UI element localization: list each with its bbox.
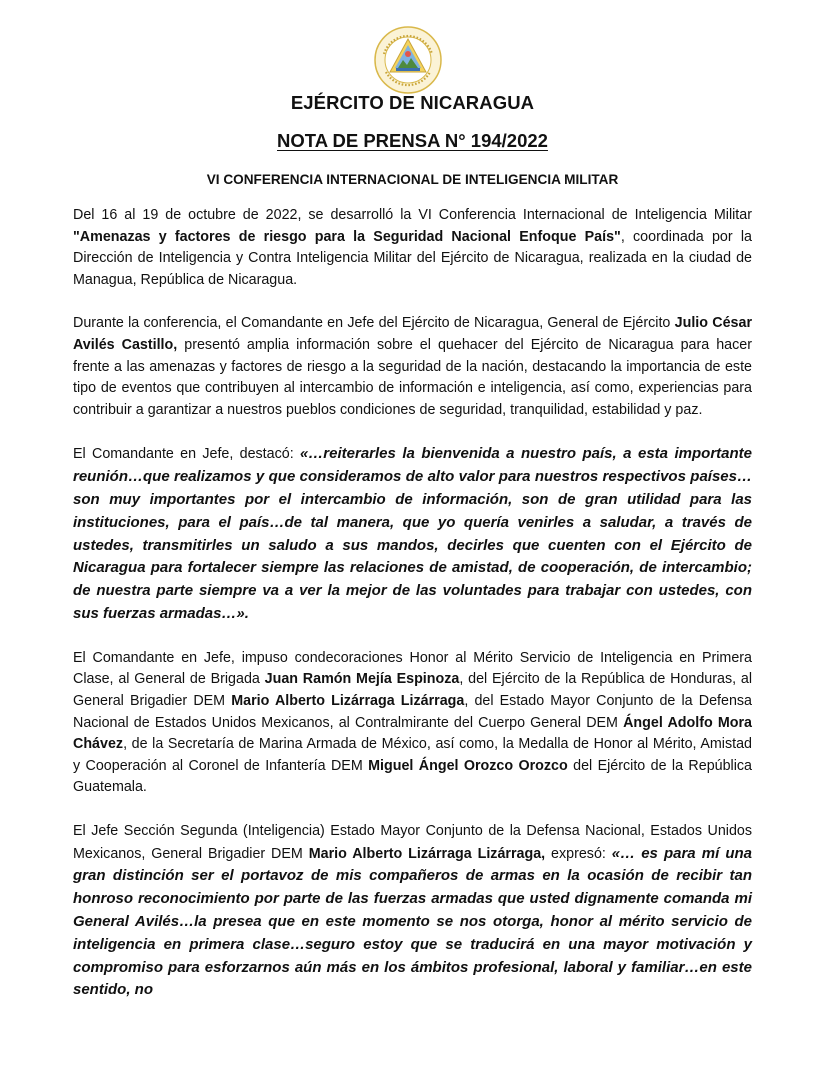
person-name: Julio César Avilés Castillo, [73, 315, 753, 353]
army-emblem-icon [372, 24, 444, 96]
article-body [73, 205, 752, 1024]
text: Del 16 al 19 de octubre de 2022, se desarrolló la VI Conferencia Internacional de Inteligencia Militar [73, 207, 752, 223]
conference-theme: "Amenazas y factores de riesgo para la Seguridad Nacional Enfoque País" [73, 228, 621, 245]
paragraph-3 [73, 443, 752, 625]
article-headline: VI CONFERENCIA INTERNACIONAL DE INTELIGENCIA MILITAR [206, 172, 619, 187]
text: Durante la conferencia, el Comandante en Jefe del Ejército de Nicaragua, General de Ejército [73, 315, 675, 332]
text: , del Ejército de la República de Honduras, al General Brigadier DEM [73, 671, 752, 709]
text: expresó: [545, 845, 612, 862]
person-name: Juan Ramón Mejía Espinoza [264, 671, 460, 688]
text: , del Estado Mayor Conjunto de la Defensa Nacional de Estados Unidos Mexicanos, al Contralmirante del Cuerpo General DEM [73, 692, 752, 731]
press-note-title: NOTA DE PRENSA N° 194/2022 [277, 130, 548, 151]
quote: «… es para mí una gran distinción ser el portavoz de mis compañeros de armas en la ocasión de recibir tan honroso reconocimiento por parte de las fuerzas armadas que usted dignamente comanda mi General Avilés…la presea que en este momento se nos otorga, honor al mérito servicio de inteligencia en primera clase…seguro estoy que se traducirá en una mayor motivación y compromiso para esforzarnos aún más en los ámbitos profesional, laboral y familiar…en este sentido, no [73, 844, 752, 999]
text: , de la Secretaría de Marina Armada de México, así como, la Medalla de Honor al Mérito, Amistad y Cooperación al Coronel de Infantería DEM [73, 736, 752, 774]
text: , coordinada por la Dirección de Inteligencia y Contra Inteligencia Militar del Ejército de Nicaragua, realizada en la ciudad de Managua, República de Nicaragua. [73, 228, 752, 288]
organization-title: EJÉRCITO DE NICARAGUA [290, 92, 535, 113]
paragraph-1 [73, 205, 752, 291]
quote: «…reiterarles la bienvenida a nuestro país, a esta importante reunión…que realizamos y que consideramos de alto valor para nuestros respectivos países…son muy importantes por el intercambio de información, son de gran utilidad para las instituciones, para el país…de tal manera, que yo quería venirles a saludar, a través de ustedes, transmitirles un saludo a sus mandos, decirles que cuenten con el Ejército de Nicaragua para fortalecer siempre las relaciones de amistad, de cooperación, de intercambio; de nuestra parte siempre va a ver la mejor de las voluntades para trabajar con ustedes, con sus fuerzas armadas…». [73, 445, 752, 622]
person-name: Miguel Ángel Orozco Orozco [368, 757, 568, 774]
text: del Ejército de la República Guatemala. [73, 757, 752, 796]
text: presentó amplia información sobre el quehacer del Ejército de Nicaragua para hacer frente a las amenazas y factores de riesgo a la seguridad de la nación, destacando la importancia de este tipo de eventos que contribuyen al intercambio de información e inteligencia, así como, experiencias para contribuir a garantizar a nuestros pueblos condiciones de seguridad, tranquilidad, estabilidad y paz. [73, 336, 752, 418]
paragraph-5 [73, 821, 752, 1002]
person-name: Mario Alberto Lizárraga Lizárraga [231, 692, 465, 709]
person-name: Ángel Adolfo Mora Chávez [73, 714, 753, 753]
paragraph-2 [73, 313, 752, 421]
text: El Comandante en Jefe, destacó: [73, 446, 300, 463]
text: El Comandante en Jefe, impuso condecoraciones Honor al Mérito Servicio de Inteligencia en Primera Clase, al General de Brigada [73, 649, 752, 688]
paragraph-4 [73, 648, 752, 799]
person-name: Mario Alberto Lizárraga Lizárraga, [308, 845, 546, 862]
text: El Jefe Sección Segunda (Inteligencia) Estado Mayor Conjunto de la Defensa Nacional, Estados Unidos Mexicanos, General Brigadier DEM [73, 822, 752, 862]
